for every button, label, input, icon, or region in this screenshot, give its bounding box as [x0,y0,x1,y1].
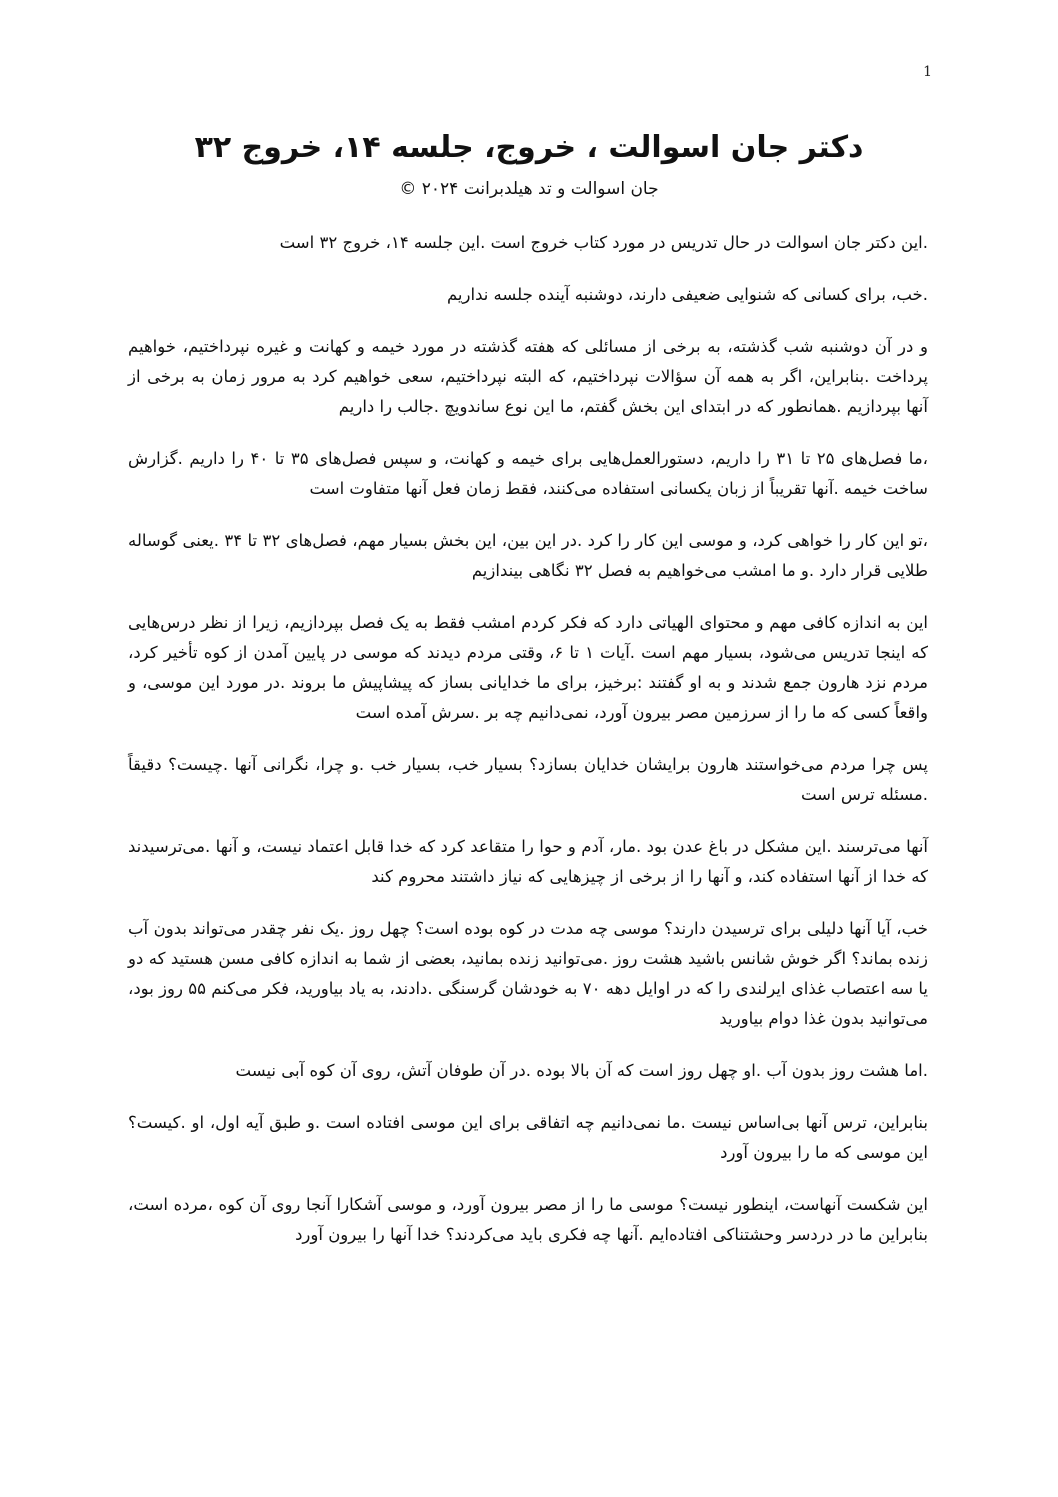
document-body [128,228,928,1272]
document-title: دکتر جان اسوالت ، خروج، جلسه ۱۴، خروج ۳۲ [194,130,864,165]
paragraph-4: ،ما فصل‌های ۲۵ تا ۳۱ را داریم، دستورالعمل‌هایی برای خیمه و کهانت، و سپس فصل‌های ۳۵ تا ۴۰ را داریم .گزارش ساخت خیمه .آنها تقریباً از زبان یکسانی استفاده می‌کنند، فقط زمان فعل آنها متفاوت است [128,449,928,498]
paragraph-12: این شکست آنهاست، اینطور نیست؟ موسی ما را از مصر بیرون آورد، و موسی آشکارا آنجا روی آن کوه ،مرده است، بنابراین ما در دردسر وحشتناکی افتاده‌ایم .آنها چه فکری باید می‌کردند؟ خدا آنها را بیرون آورد [128,1195,928,1244]
paragraph-3: و در آن دوشنبه شب گذشته، به برخی از مسائلی که هفته گذشته در مورد خیمه و کهانت و غیره نپرداختیم، خواهیم پرداخت .بنابراین، اگر به همه آن سؤالات نپرداختیم، که البته نپرداختیم، سعی خواهیم کرد به مرور زمان به برخی از آنها بپردازیم .همانطور که در ابتدای این بخش گفتم، ما این نوع ساندویچ .جالب را داریم [128,337,928,416]
document-subtitle: جان اسوالت و تد هیلدبرانت ۲۰۲۴ © [399,179,659,199]
paragraph-7: پس چرا مردم می‌خواستند هارون برایشان خدایان بسازد؟ بسیار خب، بسیار خب .و چرا، نگرانی آنها .چیست؟ دقیقاً .مسئله ترس است [128,755,928,804]
paragraph-10: .اما هشت روز بدون آب .او چهل روز است که آن بالا بوده .در آن طوفان آتش، روی آن کوه آبی نیست [235,1061,928,1080]
paragraph-6: این به اندازه کافی مهم و محتوای الهیاتی دارد که فکر کردم امشب فقط به یک فصل بپردازیم، زیرا از نظر درس‌هایی که اینجا تدریس می‌شود، بسیار مهم است .آیات ۱ تا ۶، وقتی مردم دیدند که موسی در پایین آمدن از کوه تأخیر کرد، مردم نزد هارون جمع شدند و به او گفتند :برخیز، برای ما خدایانی بساز که پیشاپیش ما بروند .در مورد این موسی، و واقعاً کسی که ما را از سرزمین مصر بیرون آورد، نمی‌دانیم چه بر .سرش آمده است [128,613,929,722]
paragraph-5: ،تو این کار را خواهی کرد، و موسی این کار را کرد .در این بین، این بخش بسیار مهم، فصل‌های ۳۲ تا ۳۴ .یعنی گوساله طلایی قرار دارد .و ما امشب می‌خواهیم به فصل ۳۲ نگاهی بیندازیم [128,531,929,580]
paragraph-11: بنابراین، ترس آنها بی‌اساس نیست .ما نمی‌دانیم چه اتفاقی برای این موسی افتاده است .و طبق آیه اول، او .کیست؟ این موسی که ما را بیرون آورد [128,1113,928,1162]
paragraph-2: .خب، برای کسانی که شنوایی ضعیفی دارند، دوشنبه آینده جلسه نداریم [446,285,928,304]
paragraph-1: .این دکتر جان اسوالت در حال تدریس در مورد کتاب خروج است .این جلسه ۱۴، خروج ۳۲ است [279,233,928,252]
page-number: 1 [923,64,932,80]
paragraph-8: آنها می‌ترسند .این مشکل در باغ عدن بود .مار، آدم و حوا را متقاعد کرد که خدا قابل اعتماد نیست، و آنها .می‌ترسیدند که خدا از آنها استفاده کند، و آنها را از برخی از چیزهایی که نیاز داشتند محروم کند [128,837,928,886]
paragraph-9: خب، آیا آنها دلیلی برای ترسیدن دارند؟ موسی چه مدت در کوه بوده است؟ چهل روز .یک نفر چقدر می‌تواند بدون آب زنده بماند؟ اگر خوش شانس باشید هشت روز .می‌توانید زنده بمانید، بعضی از شما به اندازه کافی مسن هستید که دو یا سه اعتصاب غذای ایرلندی را که در اوایل دهه ۷۰ به خودشان گرسنگی .دادند، به یاد بیاورید، فکر می‌کنم ۵۵ روز بود، می‌توانید بدون غذا دوام بیاورید [128,919,929,1028]
